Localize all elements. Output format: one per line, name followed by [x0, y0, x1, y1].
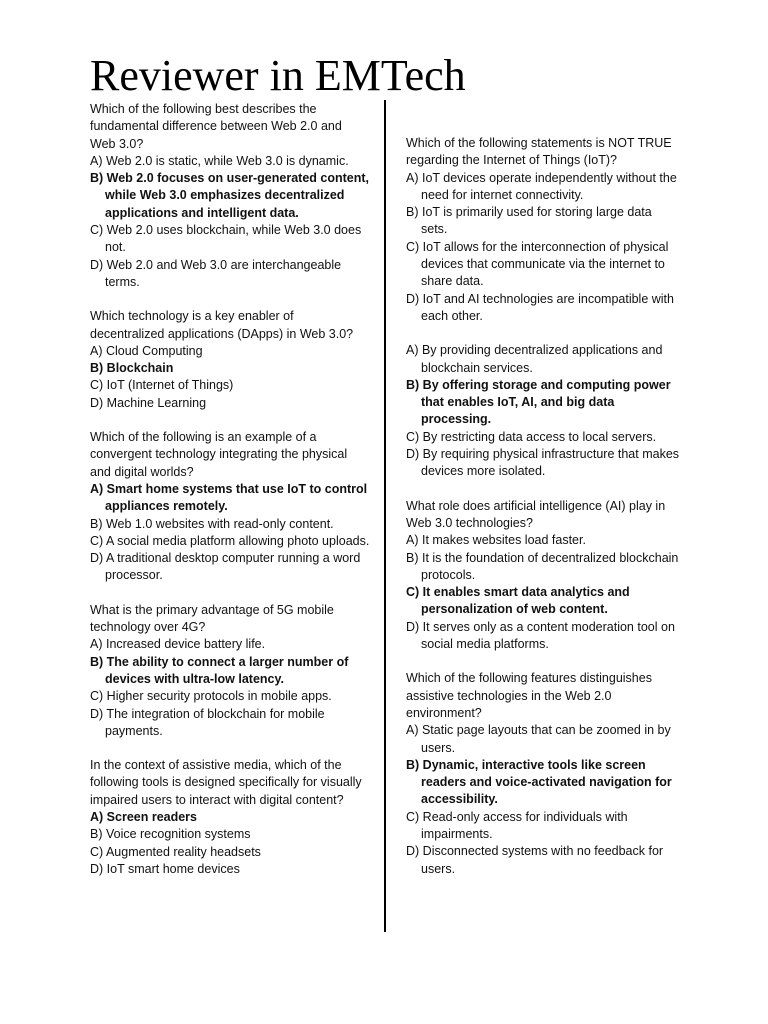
answer-option: A) Static page layouts that can be zoomed in by users. — [406, 723, 671, 755]
question-text: In the context of assistive media, which of the following tools is designed specifically for visually impaired users to interact with digital content? — [90, 758, 362, 807]
answer-option: A) Cloud Computing — [90, 343, 203, 358]
answer-option: B) Voice recognition systems — [90, 827, 251, 842]
answer-option: D) By requiring physical infrastructure that makes devices more isolated. — [406, 447, 680, 479]
answer-option: B) IoT is primarily used for storing large data sets. — [406, 205, 652, 237]
answer-option: D) The integration of blockchain for mobile payments. — [90, 706, 325, 738]
answer-option: C) Augmented reality headsets — [90, 844, 261, 859]
right-column — [406, 135, 681, 895]
correct-answer-option: B) Blockchain — [90, 361, 174, 376]
question-block — [406, 498, 681, 654]
answer-option: B) It is the foundation of decentralized blockchain protocols. — [406, 550, 679, 582]
correct-answer-option: B) Dynamic, interactive tools like screen readers and voice-activated navigation for accessibility. — [406, 757, 672, 807]
page-title: Reviewer in EMTech — [90, 51, 466, 100]
left-column — [90, 101, 370, 895]
answer-option: D) Web 2.0 and Web 3.0 are interchangeable terms. — [90, 257, 342, 289]
answer-option: B) Web 1.0 websites with read-only content. — [90, 516, 334, 531]
question-text: Which of the following statements is NOT TRUE regarding the Internet of Things (IoT)? — [406, 136, 672, 168]
question-text: Which of the following is an example of a convergent technology integrating the physical and digital worlds? — [90, 430, 348, 479]
answer-option: D) IoT and AI technologies are incompatible with each other. — [406, 291, 674, 323]
answer-option: A) Increased device battery life. — [90, 637, 266, 652]
answer-option: D) Machine Learning — [90, 395, 207, 410]
answer-option: A) IoT devices operate independently without the need for internet connectivity. — [406, 170, 677, 202]
answer-option: C) IoT allows for the interconnection of physical devices that communicate via the internet to share data. — [406, 239, 669, 289]
question-text: Which technology is a key enabler of decentralized applications (DApps) in Web 3.0? — [90, 309, 354, 341]
answer-option: C) Read-only access for individuals with impairments. — [406, 809, 628, 841]
question-text: Which of the following features distinguishes assistive technologies in the Web 2.0 environment? — [406, 671, 652, 720]
answer-option: D) A traditional desktop computer running a word processor. — [90, 551, 361, 583]
answer-option: C) A social media platform allowing photo uploads. — [90, 533, 370, 548]
answer-option: A) It makes websites load faster. — [406, 533, 586, 548]
correct-answer-option: C) It enables smart data analytics and personalization of web content. — [406, 585, 630, 617]
answer-option: C) Web 2.0 uses blockchain, while Web 3.0 does not. — [90, 223, 362, 255]
question-block — [90, 429, 370, 585]
answer-option: D) Disconnected systems with no feedback for users. — [406, 844, 664, 876]
column-divider — [384, 100, 386, 932]
question-text: What role does artificial intelligence (AI) play in Web 3.0 technologies? — [406, 498, 666, 530]
question-block — [406, 670, 681, 878]
correct-answer-option: B) By offering storage and computing power that enables IoT, AI, and big data processing. — [406, 377, 671, 427]
answer-option: A) Web 2.0 is static, while Web 3.0 is dynamic. — [90, 153, 349, 168]
answer-option: A) By providing decentralized applications and blockchain services. — [406, 343, 663, 375]
correct-answer-option: B) The ability to connect a larger number of devices with ultra-low latency. — [90, 654, 349, 686]
correct-answer-option: B) Web 2.0 focuses on user-generated content, while Web 3.0 emphasizes decentralized applications and intelligent data. — [90, 171, 369, 220]
question-block — [406, 342, 681, 480]
answer-option: D) It serves only as a content moderation tool on social media platforms. — [406, 619, 675, 652]
question-block — [406, 135, 681, 325]
question-block — [90, 308, 370, 412]
answer-option: C) Higher security protocols in mobile apps. — [90, 689, 332, 704]
question-block — [90, 757, 370, 878]
correct-answer-option: A) Smart home systems that use IoT to control appliances remotely. — [90, 481, 368, 514]
question-block — [90, 602, 370, 740]
question-text: Which of the following best describes the fundamental difference between Web 2.0 and Web 3.0? — [90, 102, 342, 151]
question-block — [90, 101, 370, 291]
question-text: What is the primary advantage of 5G mobile technology over 4G? — [90, 602, 334, 635]
answer-option: C) IoT (Internet of Things) — [90, 378, 234, 393]
answer-option: C) By restricting data access to local servers. — [406, 429, 657, 444]
answer-option: D) IoT smart home devices — [90, 861, 240, 876]
correct-answer-option: A) Screen readers — [90, 809, 198, 824]
